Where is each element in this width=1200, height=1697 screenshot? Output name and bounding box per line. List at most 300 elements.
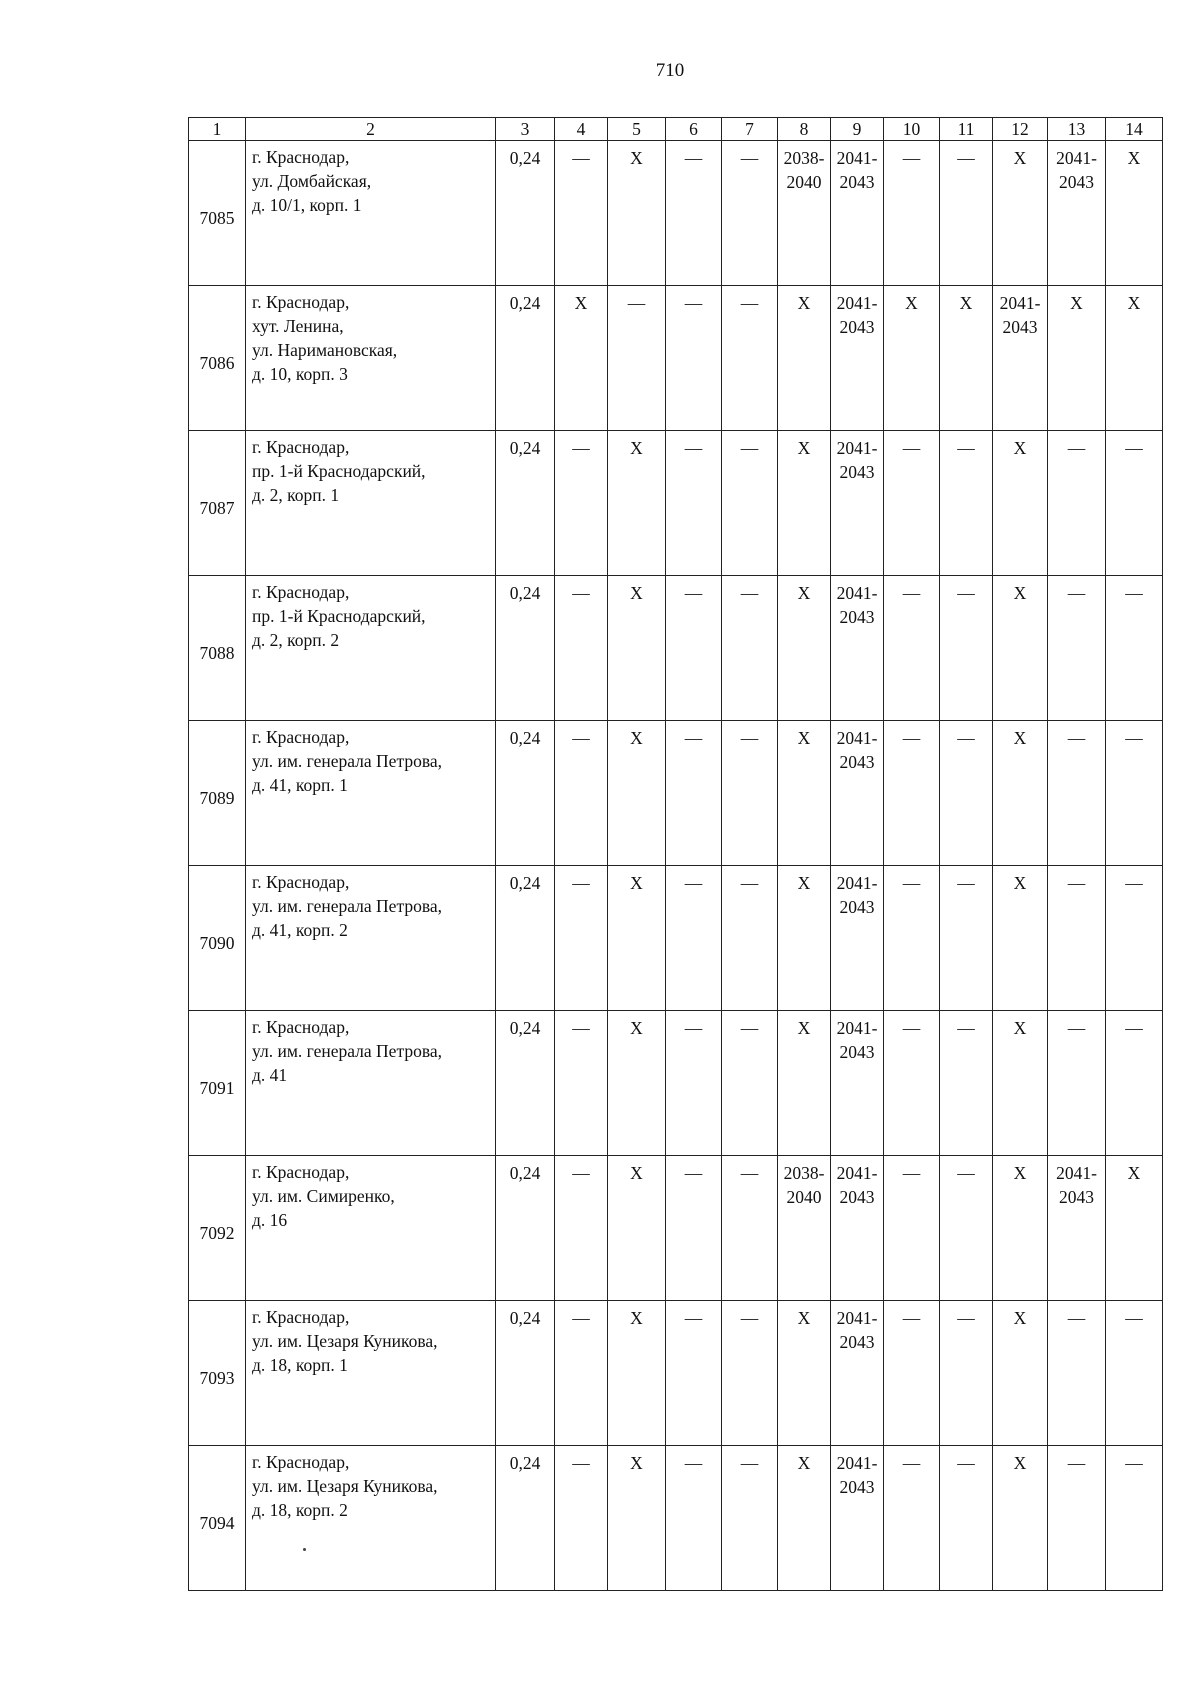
cell-value: 2043 [839,462,875,482]
column-header-2: 2 [246,118,496,141]
address-line: ул. им. генерала Петрова, [252,751,442,771]
cell-col-14 [1106,1156,1163,1301]
cell-value: 2041- [836,148,878,168]
cell-col-13 [1048,1446,1106,1591]
address-cell [246,1446,496,1591]
cell-col-12 [993,1446,1048,1591]
cell-value: — [684,728,703,748]
cell-col-5 [608,1011,666,1156]
table-row [189,866,1163,1011]
cell-value: — [684,873,703,893]
table-row [189,1011,1163,1156]
cell-value: — [957,583,975,603]
cell-value: — [740,583,759,603]
cell-col-7 [722,721,778,866]
table-row [189,1446,1163,1591]
cell-value: — [1125,873,1143,893]
cell-value: — [684,293,703,313]
cell-col-14 [1106,721,1163,866]
cell-col-13 [1048,866,1106,1011]
cell-col-8 [778,141,831,286]
cell-col-4 [555,721,608,866]
cell-col-5 [608,721,666,866]
cell-value: 2043 [1002,317,1038,337]
column-header-7: 7 [722,118,778,141]
column-header-11: 11 [940,118,993,141]
cell-value: — [1125,1308,1143,1328]
cell-col-9 [831,1011,884,1156]
cell-value: — [1067,873,1086,893]
cell-value: 2041- [836,293,878,313]
cell-value: — [1067,583,1086,603]
cell-col-8 [778,431,831,576]
cell-col-5 [608,1156,666,1301]
cell-col-3 [496,141,555,286]
cell-value: X [1013,1453,1027,1473]
cell-value: X [797,1018,811,1038]
cell-col-5 [608,141,666,286]
cell-value: X [797,1453,811,1473]
cell-value: X [574,293,588,313]
row-number: 7087 [189,431,246,576]
cell-value: 2038- [783,148,825,168]
address-line: д. 10, корп. 3 [252,364,348,384]
cell-col-3 [496,866,555,1011]
cell-col-8 [778,1011,831,1156]
cell-col-4 [555,1446,608,1591]
cell-value: 2041- [836,873,878,893]
cell-value: X [905,293,918,313]
address-cell [246,141,496,286]
cell-value: — [684,583,703,603]
row-number: 7085 [189,141,246,286]
cell-col-8 [778,721,831,866]
cell-value: X [630,583,643,603]
cell-value: X [630,1453,643,1473]
cell-col-14 [1106,431,1163,576]
cell-col-5 [608,431,666,576]
address-cell [246,1156,496,1301]
cell-value: 2041- [1056,1163,1097,1183]
cell-value: X [797,873,811,893]
cell-value: — [957,1308,975,1328]
address-line: пр. 1-й Краснодарский, [252,606,426,626]
cell-col-7 [722,286,778,431]
cell-col-6 [666,1446,722,1591]
address-line: ул. им. генерала Петрова, [252,1041,442,1061]
cell-value: — [1125,1453,1143,1473]
cell-value: X [797,583,811,603]
column-header-9: 9 [831,118,884,141]
cell-col-11 [940,431,993,576]
cell-value: — [957,1018,975,1038]
cell-col-6 [666,866,722,1011]
cell-col-9 [831,576,884,721]
column-header-1: 1 [189,118,246,141]
cell-value: 0,24 [509,1163,541,1183]
address-line: хут. Ленина, [252,316,344,336]
cell-col-9 [831,1446,884,1591]
cell-value: — [740,1308,759,1328]
cell-value: X [1013,1163,1027,1183]
row-number: 7092 [189,1156,246,1301]
cell-col-6 [666,576,722,721]
cell-value: — [1067,728,1086,748]
address-line: ул. им. генерала Петрова, [252,896,442,916]
cell-col-6 [666,1156,722,1301]
address-cell [246,1011,496,1156]
cell-value: 2043 [839,1332,875,1352]
cell-value: 2043 [839,607,875,627]
address-line: д. 10/1, корп. 1 [252,195,362,215]
address-cell [246,721,496,866]
cell-value: X [630,1163,643,1183]
cell-value: — [957,1163,975,1183]
cell-value: 2043 [839,1042,875,1062]
cell-value: X [630,148,643,168]
cell-value: — [902,148,921,168]
table-body [189,141,1163,1591]
cell-col-10 [884,141,940,286]
address-cell [246,1301,496,1446]
cell-value: — [902,1453,921,1473]
cell-col-4 [555,141,608,286]
cell-value: — [957,148,975,168]
cell-col-7 [722,1156,778,1301]
cell-value: — [572,438,590,458]
cell-col-9 [831,866,884,1011]
cell-col-13 [1048,576,1106,721]
cell-value: — [572,583,590,603]
cell-value: — [572,1018,590,1038]
cell-col-3 [496,576,555,721]
cell-col-12 [993,1156,1048,1301]
cell-col-4 [555,866,608,1011]
cell-col-8 [778,866,831,1011]
cell-value: 2043 [839,1187,875,1207]
cell-col-11 [940,866,993,1011]
cell-col-12 [993,286,1048,431]
cell-value: — [1125,438,1143,458]
cell-value: X [1013,1018,1027,1038]
cell-col-14 [1106,866,1163,1011]
cell-col-11 [940,141,993,286]
cell-value: — [740,293,759,313]
cell-value: 2041- [999,293,1041,313]
cell-value: X [1013,148,1027,168]
cell-col-14 [1106,1446,1163,1591]
cell-col-10 [884,1301,940,1446]
cell-col-13 [1048,1301,1106,1446]
cell-col-6 [666,141,722,286]
cell-value: — [684,1163,703,1183]
address-line: д. 2, корп. 2 [252,630,340,650]
address-cell [246,576,496,721]
row-number: 7086 [189,286,246,431]
cell-value: 0,24 [509,728,541,748]
cell-col-12 [993,721,1048,866]
cell-value: 0,24 [509,438,541,458]
cell-value: — [957,1453,975,1473]
cell-col-12 [993,1301,1048,1446]
column-header-5: 5 [608,118,666,141]
table-row [189,721,1163,866]
cell-value: X [1013,438,1027,458]
table-row [189,1156,1163,1301]
address-line: ул. им. Цезаря Куникова, [252,1476,438,1496]
cell-col-13 [1048,286,1106,431]
cell-value: — [1125,728,1143,748]
cell-col-10 [884,1011,940,1156]
cell-col-3 [496,1301,555,1446]
cell-value: — [684,1308,703,1328]
row-number: 7093 [189,1301,246,1446]
cell-value: X [630,438,643,458]
cell-value: 2043 [1059,172,1094,192]
cell-col-4 [555,576,608,721]
cell-col-7 [722,1011,778,1156]
cell-col-4 [555,1011,608,1156]
cell-value: — [902,873,921,893]
cell-col-9 [831,1156,884,1301]
cell-col-3 [496,721,555,866]
cell-value: — [740,1018,759,1038]
cell-value: 2043 [839,1477,875,1497]
cell-value: 2041- [836,1018,878,1038]
cell-value: — [740,1453,759,1473]
column-header-6: 6 [666,118,722,141]
cell-col-6 [666,1011,722,1156]
cell-col-3 [496,1446,555,1591]
cell-value: X [1013,728,1027,748]
cell-value: — [902,728,921,748]
cell-value: 0,24 [509,1018,541,1038]
cell-value: 2041- [836,438,878,458]
cell-value: — [1067,438,1086,458]
cell-col-7 [722,576,778,721]
cell-value: 2041- [836,1163,878,1183]
cell-col-8 [778,286,831,431]
cell-value: 2041- [836,1308,878,1328]
cell-col-3 [496,1156,555,1301]
register-table [188,117,1163,1591]
cell-col-14 [1106,576,1163,721]
row-number: 7091 [189,1011,246,1156]
address-line: г. Краснодар, [252,872,350,892]
cell-value: 0,24 [509,148,541,168]
cell-col-11 [940,576,993,721]
cell-value: — [740,148,759,168]
cell-col-4 [555,431,608,576]
address-line: г. Краснодар, [252,147,350,167]
cell-value: X [797,728,811,748]
cell-col-7 [722,431,778,576]
cell-col-5 [608,1446,666,1591]
cell-col-4 [555,1156,608,1301]
cell-value: X [1013,1308,1027,1328]
address-line: г. Краснодар, [252,292,350,312]
row-number: 7094 [189,1446,246,1591]
cell-col-14 [1106,1011,1163,1156]
column-header-4: 4 [555,118,608,141]
address-line: г. Краснодар, [252,1307,350,1327]
cell-col-9 [831,721,884,866]
address-line: ул. им. Симиренко, [252,1186,395,1206]
cell-col-7 [722,866,778,1011]
cell-value: 0,24 [509,583,541,603]
cell-col-10 [884,431,940,576]
cell-value: 0,24 [509,1453,541,1473]
cell-value: — [957,438,975,458]
cell-value: X [1127,148,1141,168]
cell-value: — [1067,1453,1086,1473]
table-row [189,576,1163,721]
cell-col-12 [993,866,1048,1011]
cell-value: X [630,1018,643,1038]
table-row [189,141,1163,286]
address-line: д. 18, корп. 2 [252,1500,348,1520]
cell-col-14 [1106,286,1163,431]
cell-value: — [1125,583,1143,603]
cell-col-7 [722,1446,778,1591]
cell-value: — [684,148,703,168]
cell-value: X [797,438,811,458]
cell-col-12 [993,431,1048,576]
address-line: ул. им. Цезаря Куникова, [252,1331,438,1351]
cell-col-11 [940,1301,993,1446]
cell-value: — [740,1163,759,1183]
cell-value: — [572,148,590,168]
cell-col-11 [940,1156,993,1301]
address-line: д. 2, корп. 1 [252,485,340,505]
cell-value: X [959,293,973,313]
cell-value: 2038- [783,1163,825,1183]
cell-value: — [684,1453,703,1473]
cell-col-6 [666,286,722,431]
cell-col-8 [778,576,831,721]
cell-col-5 [608,576,666,721]
table-row [189,431,1163,576]
row-number: 7088 [189,576,246,721]
cell-value: — [684,1018,703,1038]
cell-value: — [740,873,759,893]
address-line: д. 18, корп. 1 [252,1355,348,1375]
cell-value: 2043 [839,317,875,337]
cell-value: — [1125,1018,1143,1038]
cell-col-13 [1048,1156,1106,1301]
cell-value: — [902,1308,921,1328]
cell-value: X [630,873,643,893]
cell-col-9 [831,141,884,286]
cell-col-10 [884,721,940,866]
cell-value: X [1127,293,1141,313]
cell-col-4 [555,286,608,431]
cell-col-13 [1048,721,1106,866]
cell-col-12 [993,1011,1048,1156]
table-row [189,1301,1163,1446]
cell-value: X [630,728,643,748]
cell-col-10 [884,286,940,431]
cell-value: — [740,728,759,748]
cell-value: — [572,1308,590,1328]
cell-col-4 [555,1301,608,1446]
cell-value: 0,24 [509,873,541,893]
address-line: г. Краснодар, [252,1017,350,1037]
cell-value: X [1013,583,1027,603]
cell-value: X [1127,1163,1141,1183]
address-line: г. Краснодар, [252,437,350,457]
cell-col-7 [722,141,778,286]
cell-col-10 [884,866,940,1011]
cell-col-7 [722,1301,778,1446]
cell-col-3 [496,431,555,576]
cell-value: X [1013,873,1027,893]
cell-value: — [957,728,975,748]
column-header-12: 12 [993,118,1048,141]
cell-value: 2041- [836,728,878,748]
column-header-3: 3 [496,118,555,141]
cell-col-11 [940,1011,993,1156]
cell-col-8 [778,1301,831,1446]
table-row [189,286,1163,431]
cell-value: — [572,1163,590,1183]
cell-col-3 [496,1011,555,1156]
cell-value: X [630,1308,643,1328]
column-header-10: 10 [884,118,940,141]
cell-col-11 [940,1446,993,1591]
cell-value: 0,24 [509,1308,541,1328]
cell-value: — [957,873,975,893]
cell-col-12 [993,576,1048,721]
cell-value: 2040 [786,172,822,192]
address-line: г. Краснодар, [252,1452,350,1472]
cell-col-13 [1048,431,1106,576]
cell-value: 2040 [786,1187,822,1207]
address-cell [246,431,496,576]
cell-col-6 [666,1301,722,1446]
cell-value: X [797,293,811,313]
cell-value: 2043 [1059,1187,1094,1207]
cell-col-13 [1048,141,1106,286]
cell-value: X [1070,293,1083,313]
cell-value: 2043 [839,897,875,917]
column-number-row [189,118,1163,141]
cell-col-10 [884,576,940,721]
address-line: д. 41 [252,1065,288,1085]
cell-value: — [1067,1018,1086,1038]
address-cell [246,286,496,431]
cell-value: — [902,1018,921,1038]
cell-col-6 [666,431,722,576]
address-line: д. 41, корп. 1 [252,775,348,795]
cell-value: — [684,438,703,458]
address-line: ул. Наримановская, [252,340,398,360]
cell-col-9 [831,431,884,576]
cell-col-3 [496,286,555,431]
address-line: г. Краснодар, [252,582,350,602]
cell-value: — [902,583,921,603]
cell-col-8 [778,1446,831,1591]
cell-col-5 [608,1301,666,1446]
cell-value: — [902,438,921,458]
cell-col-10 [884,1156,940,1301]
cell-col-10 [884,1446,940,1591]
cell-col-12 [993,141,1048,286]
cell-col-11 [940,721,993,866]
page-number: 710 [655,60,685,81]
address-line: д. 16 [252,1210,288,1230]
row-number: 7089 [189,721,246,866]
